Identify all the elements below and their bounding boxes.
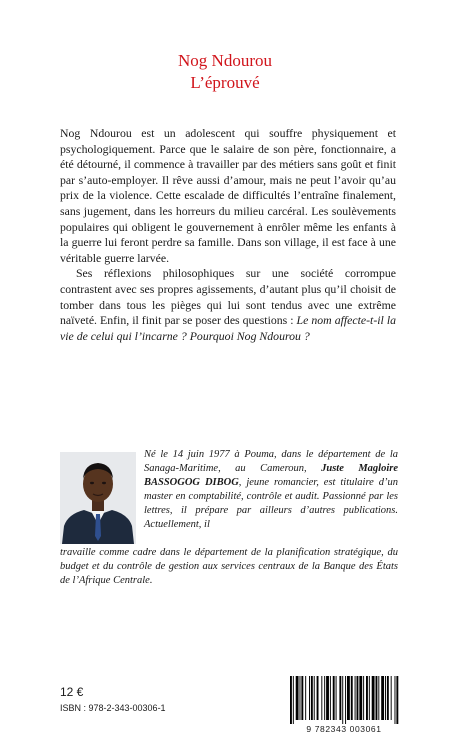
barcode-bar (396, 676, 398, 724)
bio-intro: Né le 14 juin 1977 à Pouma, dans le département de la Sanaga-Maritime, au Cameroun, (144, 449, 398, 474)
barcode-bar (330, 676, 331, 720)
barcode-bar (300, 676, 301, 720)
barcode-bar (387, 676, 389, 720)
barcode-icon (288, 676, 400, 724)
barcode-bar (378, 676, 379, 720)
barcode-bar (381, 676, 384, 720)
barcode-bar (369, 676, 370, 720)
barcode-number: 9 782343 003061 (306, 724, 382, 734)
author-bio-continued: travaille comme cadre dans le département de la planification stratégique, du budget et du contrôle de gestion aux services centraux de la Banque des États de l’Afrique Centrale. (60, 547, 398, 586)
author-name: Juste Magloire BASSOGOG DIBOG (144, 463, 398, 488)
barcode-bar (391, 676, 392, 720)
barcode-bar (305, 676, 306, 720)
barcode-bar (336, 676, 337, 720)
barcode-bar (363, 676, 364, 720)
barcode-bar (317, 676, 319, 720)
blurb-question: Le nom affecte-t-il la vie de celui qui l’incarne ? Pourquoi Nog Ndourou ? (60, 313, 397, 343)
barcode-bar (372, 676, 375, 720)
barcode-bar (395, 676, 396, 724)
barcode-bar (339, 676, 341, 720)
blurb-paragraph-1: Nog Ndourou est un adolescent qui souffre physiquement et psychologiquement. Parce que le salaire de son père, fonctionnaire, a été détourné, il commence à travailler par des métiers sans goût et finit par s’auto-employer. Il rêve aussi d’amour, mais ne peut l’avoir qu’au prix de la violence. Cette escalade de difficultés l’entraîne finalement, sans jugement, dans les horreurs du milieu carcéral. Les soulèvements populaires qui obligent le gouvernement à enrôler même les enfants à la guerre lui feront perdre sa famille. Dans son village, il est face à une véritable guerre larvée. (60, 126, 396, 265)
barcode-bar (321, 676, 322, 720)
barcode-bar (355, 676, 356, 720)
bio-after-name: , jeune romancier, est titulaire d’un master en comptabilité, contrôle et audit. Passionné par les lettres, il prépare par ailleurs d’autres publications. Actuellement, il (144, 477, 399, 530)
barcode-bar (324, 676, 325, 720)
barcode-bar (357, 676, 359, 720)
barcode-bar (366, 676, 368, 720)
barcode-bar (296, 676, 299, 720)
barcode-bar (385, 676, 386, 720)
blurb-paragraph-2 (60, 266, 396, 344)
isbn: ISBN : 978-2-343-00306-1 (60, 703, 166, 713)
barcode-bar (351, 676, 353, 720)
barcode-bar (376, 676, 378, 720)
barcode-bar (311, 676, 313, 720)
title-block (0, 50, 450, 94)
price: 12 € (60, 685, 84, 699)
barcode-bar (359, 676, 362, 720)
author-photo (60, 452, 136, 544)
barcode-bar (347, 676, 350, 720)
book-subtitle: L’éprouvé (190, 73, 260, 92)
book-title: Nog Ndourou (178, 51, 272, 70)
book-blurb (60, 126, 396, 344)
author-bio (144, 448, 398, 532)
barcode-bar (342, 676, 343, 724)
barcode-bar (290, 676, 292, 724)
barcode-bar (309, 676, 310, 720)
blurb-paragraph-2-text: Ses réflexions philosophiques sur une société corrompue contrastent avec ses propres agissements, d’autant plus qu’il choisit de tomber dans tous les pièges qui lui sont tendus avec une extrême naïveté. Enfin, il finit par se poser des questions : (60, 266, 396, 328)
barcode-bar (293, 676, 294, 724)
barcode-bar (301, 676, 303, 720)
barcode-bar (345, 676, 346, 724)
barcode-bar (314, 676, 315, 720)
barcode-bar (326, 676, 329, 720)
barcode-bar (333, 676, 335, 720)
